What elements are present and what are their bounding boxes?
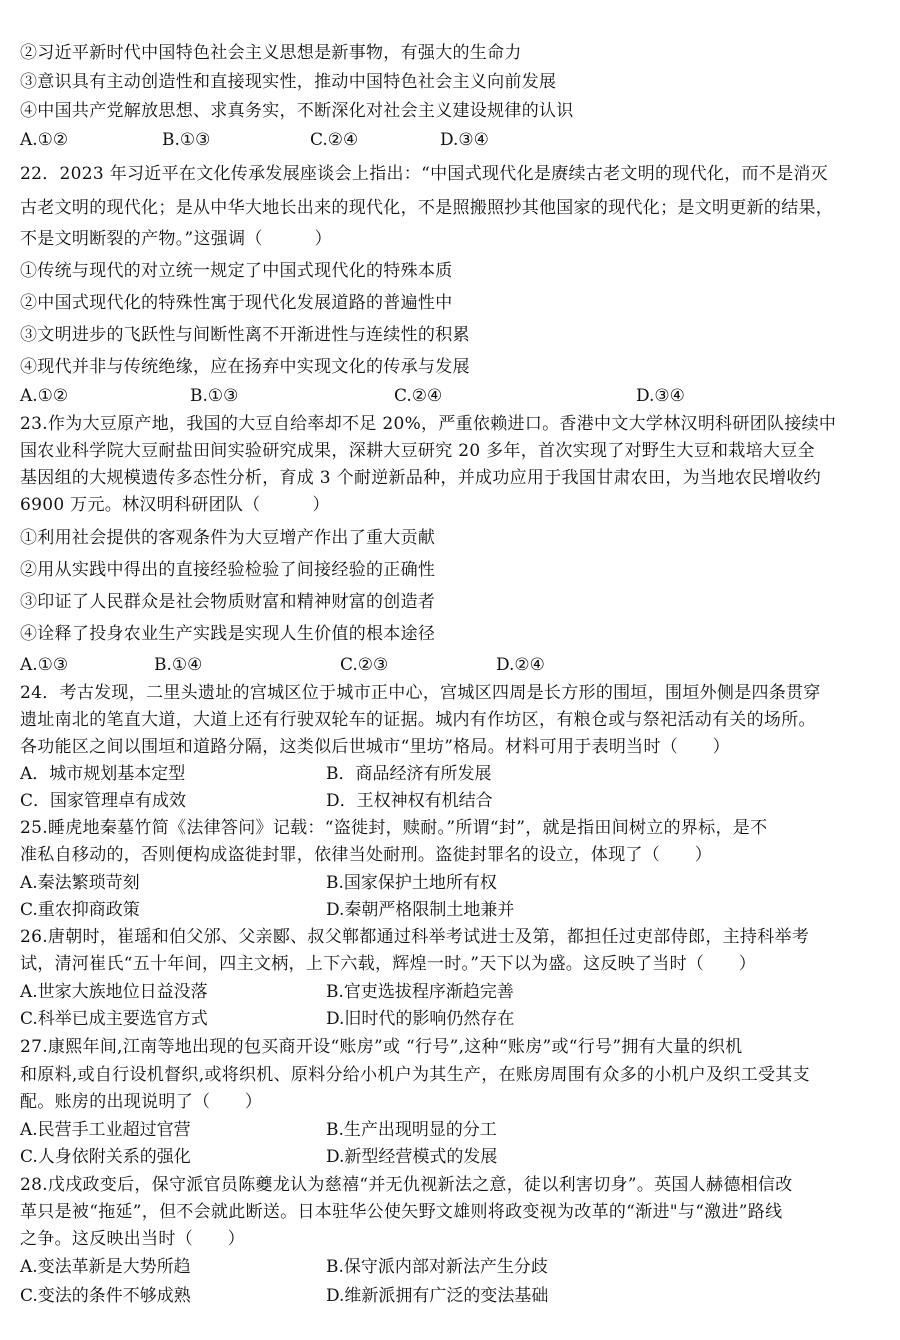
q23-stem-line-2: 国农业科学院大豆耐盐田间实验研究成果，深耕大豆研究 20 多年，首次实现了对野生大豆和栽培大豆全 [20, 441, 815, 461]
q22-option-b[interactable]: B.①③ [190, 386, 239, 406]
q21-option-b[interactable]: B.①③ [162, 130, 211, 150]
q24-stem-line-2: 遗址南北的笔直大道，大道上还有行驶双轮车的证据。城内有作坊区，有粮仓或与祭祀活动有关的场所。 [20, 710, 816, 730]
q28-option-a[interactable]: A.变法革新是大势所趋 [20, 1257, 191, 1277]
q23-item-1: ①利用社会提供的客观条件为大豆增产作出了重大贡献 [20, 528, 436, 548]
q27-options-row-1 [20, 1119, 886, 1141]
q28-options-row-2 [20, 1285, 886, 1307]
q26-option-b[interactable]: B.官吏选拔程序渐趋完善 [326, 982, 514, 1002]
q24-stem-line-1: 24．考古发现，二里头遗址的宫城区位于城市正中心，宫城区四周是长方形的围垣，围垣外侧是四条贯穿 [20, 683, 821, 703]
q23-item-2: ②用从实践中得出的直接经验检验了间接经验的正确性 [20, 560, 436, 580]
q24-option-b[interactable]: B．商品经济有所发展 [326, 764, 492, 784]
q27-option-b[interactable]: B.生产出现明显的分工 [326, 1120, 497, 1140]
q26-option-d[interactable]: D.旧时代的影响仍然存在 [326, 1009, 515, 1029]
q27-stem-line-1: 27.康熙年间,江南等地出现的包买商开设“账房”或 “行号”,这种“账房”或“行号”拥有大量的织机 [20, 1037, 743, 1057]
q25-option-c[interactable]: C.重农抑商政策 [20, 900, 140, 920]
q28-option-b[interactable]: B.保守派内部对新法产生分歧 [326, 1257, 548, 1277]
q23-option-a[interactable]: A.①③ [20, 655, 69, 675]
q22-item-3: ③文明进步的飞跃性与间断性离不开渐进性与连续性的积累 [20, 325, 470, 345]
q23-option-c[interactable]: C.②③ [340, 655, 389, 675]
q27-option-c[interactable]: C.人身依附关系的强化 [20, 1147, 191, 1167]
q27-stem-line-2: 和原料,或自行设机督织,或将织机、原料分给小机户为其生产，在账房周围有众多的小机户及织工受其支 [20, 1065, 810, 1085]
q22-options [20, 385, 886, 407]
q22-item-2: ②中国式现代化的特殊性寓于现代化发展道路的普遍性中 [20, 293, 453, 313]
q22-stem-line-1: 22．2023 年习近平在文化传承发展座谈会上指出：“中国式现代化是赓续古老文明的现代化，而不是消灭 [20, 164, 828, 184]
q23-option-d[interactable]: D.②④ [496, 655, 545, 675]
q28-options-row-1 [20, 1256, 886, 1278]
q23-item-4: ④诠释了投身农业生产实践是实现人生价值的根本途径 [20, 624, 436, 644]
q28-stem-line-2: 革只是被“拖延”，但不会就此断送。日本驻华公使矢野文雄则将政变视为改革的“渐进"与“激进”路线 [20, 1202, 783, 1222]
q25-options-row-2 [20, 899, 886, 921]
q24-options-row-2 [20, 790, 886, 812]
q28-option-c[interactable]: C.变法的条件不够成熟 [20, 1286, 191, 1306]
q23-options [20, 654, 886, 676]
q22-stem-line-2: 古老文明的现代化；是从中华大地长出来的现代化，不是照搬照抄其他国家的现代化；是文明更新的结果， [20, 198, 834, 218]
q26-stem-line-2: 试，清河崔氏“五十年间，四主文柄，上下六载，辉煌一时。”天下以为盛。这反映了当时（ ） [20, 954, 757, 974]
q22-option-c[interactable]: C.②④ [394, 386, 443, 406]
q21-option-c[interactable]: C.②④ [310, 130, 359, 150]
q26-stem-line-1: 26.唐朝时，崔瑶和伯父邠、父亲郾、叔父郸都通过科举考试进士及第，都担任过吏部侍郎，主持科举考 [20, 927, 810, 947]
q22-option-d[interactable]: D.③④ [636, 386, 685, 406]
q21-item-2: ②习近平新时代中国特色社会主义思想是新事物，有强大的生命力 [20, 43, 522, 63]
q25-option-a[interactable]: A.秦法繁琐苛刻 [20, 873, 140, 893]
q23-item-3: ③印证了人民群众是社会物质财富和精神财富的创造者 [20, 592, 436, 612]
q24-option-d[interactable]: D．王权神权有机结合 [326, 791, 493, 811]
q21-options [20, 129, 886, 151]
q26-option-a[interactable]: A.世家大族地位日益没落 [20, 982, 208, 1002]
q21-item-3: ③意识具有主动创造性和直接现实性，推动中国特色社会主义向前发展 [20, 72, 557, 92]
q23-option-b[interactable]: B.①④ [154, 655, 203, 675]
q23-stem-line-3: 基因组的大规模遗传多态性分析，育成 3 个耐逆新品种，并成功应用于我国甘肃农田，为当地农民增收约 [20, 468, 822, 488]
q26-options-row-2 [20, 1008, 886, 1030]
q24-options-row-1 [20, 763, 886, 785]
q22-stem-line-3: 不是文明断裂的产物。”这强调（ ） [20, 229, 332, 249]
q27-stem-line-3: 配。账房的出现说明了（ ） [20, 1092, 263, 1112]
q27-option-a[interactable]: A.民营手工业超过官营 [20, 1120, 191, 1140]
q24-stem-line-3: 各功能区之间以围垣和道路分隔，这类似后世城市“里坊”格局。材料可用于表明当时（ ） [20, 737, 730, 757]
q26-option-c[interactable]: C.科举已成主要选官方式 [20, 1009, 208, 1029]
q21-option-a[interactable]: A.①② [20, 130, 69, 150]
q22-item-4: ④现代并非与传统绝缘，应在扬弃中实现文化的传承与发展 [20, 357, 470, 377]
q27-options-row-2 [20, 1146, 886, 1168]
q26-options-row-1 [20, 981, 886, 1003]
q27-option-d[interactable]: D.新型经营模式的发展 [326, 1147, 498, 1167]
q23-stem-line-1: 23.作为大豆原产地，我国的大豆自给率却不足 20%，严重依赖进口。香港中文大学林汉明科研团队接续中 [20, 414, 837, 434]
q25-option-b[interactable]: B.国家保护土地所有权 [326, 873, 497, 893]
q25-stem-line-1: 25.睡虎地秦墓竹简《法律答问》记载：“盗徙封，赎耐。”所谓“封”，就是指田间树立的界标，是不 [20, 818, 768, 838]
q25-stem-line-2: 准私自移动的，否则便构成盗徙封罪，依律当处耐刑。盗徙封罪名的设立，体现了（ ） [20, 845, 712, 865]
q22-item-1: ①传统与现代的对立统一规定了中国式现代化的特殊本质 [20, 261, 453, 281]
q28-option-d[interactable]: D.维新派拥有广泛的变法基础 [326, 1286, 549, 1306]
q28-stem-line-1: 28.戊戌政变后，保守派官员陈夔龙认为慈禧“并无仇视新法之意，徒以利害切身”。英国人赫德相信改 [20, 1175, 793, 1195]
q24-option-a[interactable]: A．城市规划基本定型 [20, 764, 186, 784]
q22-option-a[interactable]: A.①② [20, 386, 69, 406]
q24-option-c[interactable]: C．国家管理卓有成效 [20, 791, 187, 811]
q23-stem-line-4: 6900 万元。林汉明科研团队（ ） [20, 495, 330, 515]
q25-options-row-1 [20, 872, 886, 894]
q25-option-d[interactable]: D.秦朝严格限制土地兼并 [326, 900, 515, 920]
q21-option-d[interactable]: D.③④ [440, 130, 489, 150]
q28-stem-line-3: 之争。这反映出当时（ ） [20, 1229, 245, 1249]
q21-item-4: ④中国共产党解放思想、求真务实，不断深化对社会主义建设规律的认识 [20, 101, 574, 121]
